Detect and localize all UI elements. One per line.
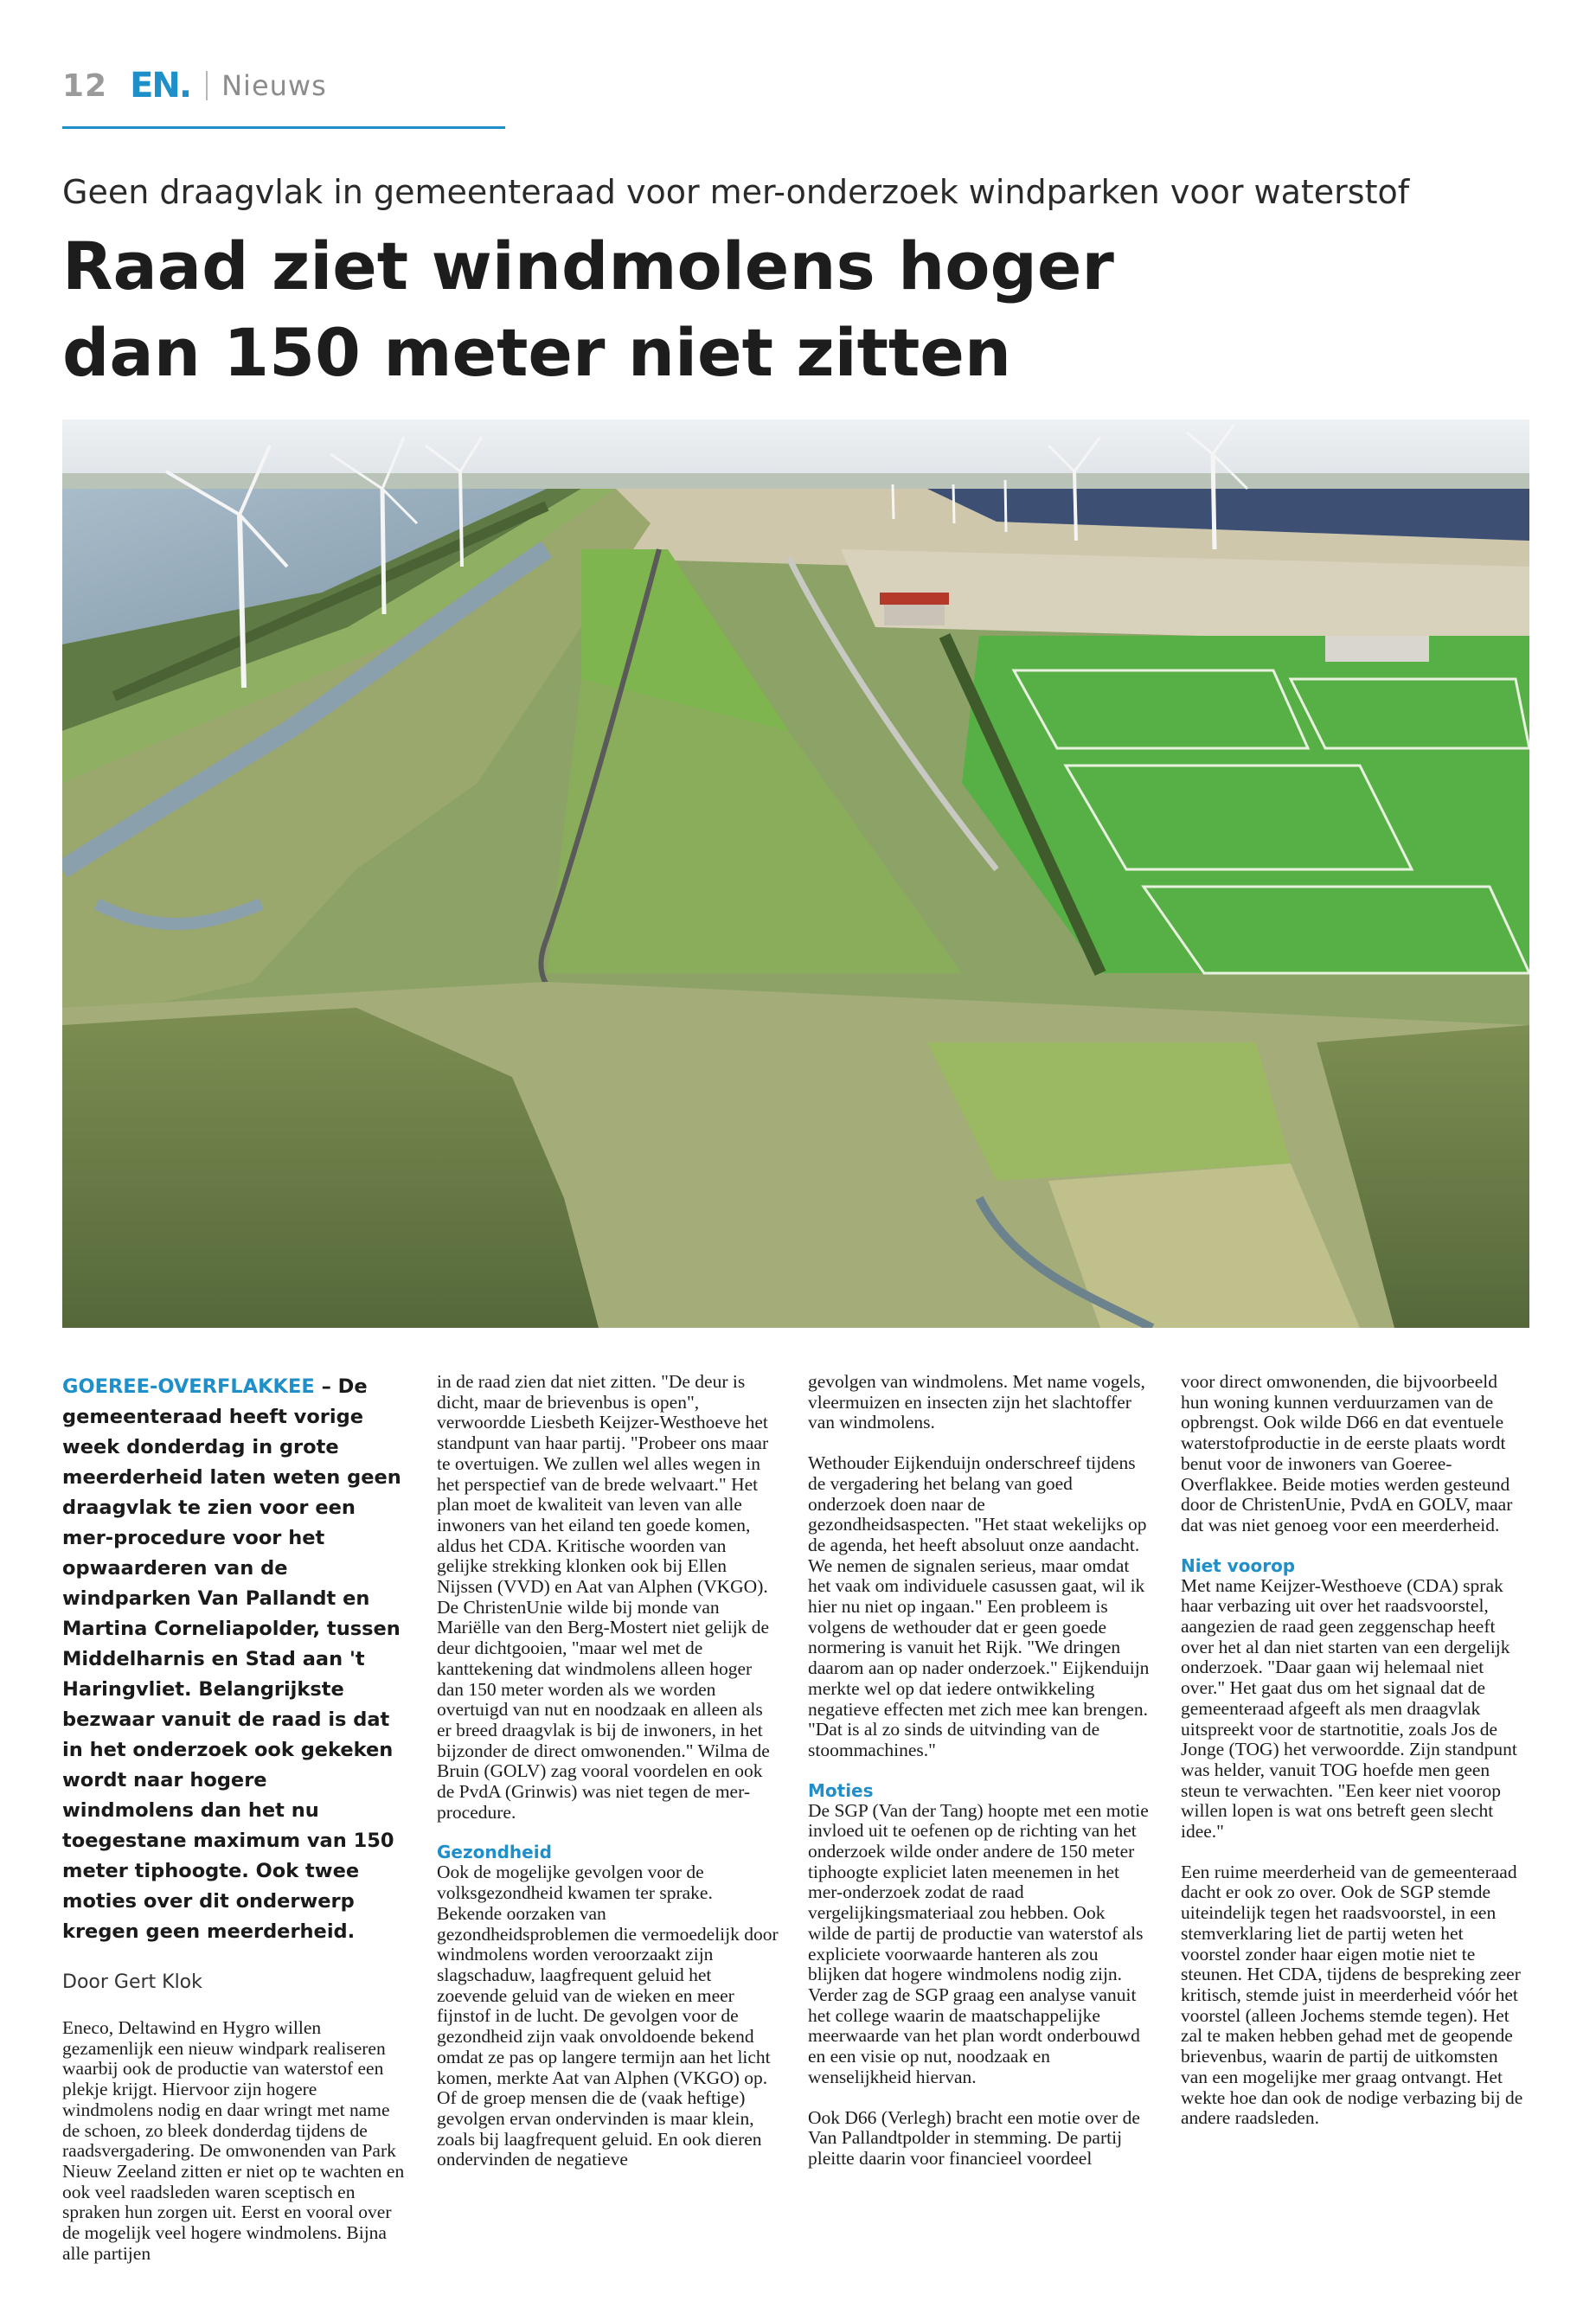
- body-paragraph: voor direct omwonenden, die bijvoorbeeld hun woning kunnen verduurzamen van de opbrengst. Ook wilde D66 en dat eventuele waterstofproductie in de eerste plaats wordt benut voor de inwoners van Goeree-Overflakkee. Beide moties werden gesteund door de ChristenUnie, PvdA en GOLV, maar dat was niet genoeg voor een meerderheid.: [1181, 1371, 1513, 1535]
- dateline: GOEREE-OVERFLAKKEE: [62, 1375, 315, 1398]
- section-label: Nieuws: [221, 69, 327, 102]
- body-paragraph: Eneco, Deltawind en Hygro willen gezamenlijk een nieuw windpark realiseren waarbij ook de productie van waterstof een plekje krijgt. Hiervoor zijn hogere windmolens nodig en daar wringt met name de schoen, zo bleek donderdag tijdens de raadsvergadering. De omwonenden van Park Nieuw Zeeland zitten er niet op te wachten en ook veel raadsleden waren sceptisch en spraken hun zorgen uit. Eerst en vooral over de mogelijk veel hogere windmolens. Bijna alle partijen: [62, 2017, 405, 2264]
- byline: Door Gert Klok: [62, 1971, 202, 1993]
- body-paragraph: Met name Keijzer-Westhoeve (CDA) sprak haar verbazing uit over het raadsvoorstel, aangezien de raad geen zeggenschap heeft over het al dan niet starten van een dergelijk onderzoek. "Daar gaan wij helemaal niet over." Het gaat dus om het signaal dat de gemeenteraad afgeeft als men draagvlak uitspreekt voor de startnotitie, zoals Jos de Jonge (TOG) het verwoordde. Zijn standpunt was helder, vanuit TOG hoefde men geen steun te verwachten. "Een keer niet voorop willen lopen is wat ons betreft geen slecht idee.": [1181, 1574, 1517, 1843]
- aerial-photo: [62, 420, 1529, 1328]
- subheading-niet-voorop: Niet voorop: [1181, 1554, 1296, 1576]
- body-paragraph: Wethouder Eijkenduijn onderschreef tijdens de vergadering het belang van goed onderzoek doen naar de gezondheidsaspecten. "Het staat wekelijks op de agenda, het heeft absoluut onze aandacht. We nemen de signalen serieus, maar omdat het vaak om individuele casussen gaat, wil ik hier nu niet op ingaan." Een probleem is volgens de wethouder dat er geen goede normering is vanuit het Rijk. "We dringen daarom aan op nader onderzoek." Eijkenduijn merkte wel op dat iedere ontwikkeling negatieve effecten met zich mee kan brengen. "Dat is al zo sinds de uitvinding van de stoommachines.": [808, 1452, 1150, 1760]
- article-column-3: [808, 1372, 1151, 2170]
- lead-text: – De gemeenteraad heeft vorige week donderdag in grote meerderheid laten weten geen draagvlak te zien voor een mer-procedure voor het opwaarderen van de windparken Van Pallandt en Martina Corneliapolder, tussen Middelharnis en Stad aan 't Haringvliet. Belangrijkste bezwaar vanuit de raad is dat in het onderzoek ook gekeken wordt naar hogere windmolens dan het nu toegestane maximum van 150 meter tiphoogte. Ook twee moties over dit onderwerp kregen geen meerderheid.: [62, 1375, 401, 1943]
- subheading-moties: Moties: [808, 1779, 874, 1801]
- body-paragraph: Ook D66 (Verlegh) bracht een motie over de Van Pallandtpolder in stemming. De partij pleitte daarin voor financieel voordeel: [808, 2106, 1140, 2169]
- headline-line-1: Raad ziet windmolens hoger: [62, 228, 1114, 304]
- newspaper-logo: EN.: [130, 66, 191, 106]
- body-paragraph: Ook de mogelijke gevolgen voor de volksgezondheid kwamen ter sprake. Bekende oorzaken van gezondheidsproblemen die vermoedelijk door windmolens worden veroorzaakt zijn slagschaduw, laagfrequent geluid het zoevende geluid van de wieken en meer fijnstof in de lucht. De gevolgen voor de gezondheid zijn vaak onvoldoende bekend omdat ze pas op langere termijn aan het licht komen, merkte Aat van Alphen (VKGO) op. Of de groep mensen die de (vaak heftige) gevolgen ervan ondervinden is maar klein, zoals bij laagfrequent geluid. En ook dieren ondervinden de negatieve: [437, 1862, 779, 2170]
- kicker: Geen draagvlak in gemeenteraad voor mer-onderzoek windparken voor waterstof: [62, 173, 1410, 211]
- page-header: [62, 64, 327, 107]
- page-number: 12: [62, 67, 108, 104]
- headline-line-2: dan 150 meter niet zitten: [62, 314, 1011, 391]
- body-paragraph: Een ruime meerderheid van de gemeenteraad dacht er ook zo over. Ook de SGP stemde uiteindelijk tegen het raadsvoorstel, in een stemverklaring liet de partij weten het voorstel zonder haar eigen motie niet te steunen. Het CDA, tijdens de bespreking zeer kritisch, stemde juist in meerderheid vóór het voorstel (alleen Jochems stemde tegen). Het zal te maken hebben gehad met de geopende brievenbus, waarin de partij de uitkomsten van een mogelijke mer graag ontvangt. Het wekte hoe dan ook de nodige verbazing bij de andere raadsleden.: [1181, 1861, 1523, 2129]
- article-column-4: [1181, 1372, 1523, 2129]
- subheading-gezondheid: Gezondheid: [437, 1842, 552, 1863]
- body-paragraph: De SGP (Van der Tang) hoopte met een motie invloed uit te oefenen op de richting van het onderzoek wilde onder andere de 150 meter tiphoogte expliciet laten meenemen in het mer-onderzoek zodat de raad vergelijkingsmateriaal zou hebben. Ook wilde de partij de productie van waterstof als expliciete voorwaarde hanteren als zou blijken dat hogere windmolens nodig zijn. Verder zag de SGP graag een analyse vanuit het college waarin de maatschappelijke meerwaarde van het plan wordt onderbouwd en een visie op nut, noodzaak en wenselijkheid hiervan.: [808, 1799, 1149, 2087]
- article-column-1: [62, 1372, 405, 2264]
- body-paragraph: in de raad zien dat niet zitten. "De deur is dicht, maar de brievenbus is open", verwoordde Liesbeth Keijzer-Westhoeve het standpunt van haar partij. "Probeer ons maar te overtuigen. We zullen wel alles wegen in het perspectief van de brede welvaart." Het plan moet de kwaliteit van leven van alle inwoners van het eiland ten goede komen, aldus het CDA. Kritische woorden van gelijke strekking klonken ook bij Ellen Nijssen (VVD) en Aat van Alphen (VKGO). De ChristenUnie wilde bij monde van Mariëlle van den Berg-Mostert niet gelijk de deur dichtgooien, "maar wel met de kanttekening dat windmolens alleen hoger dan 150 meter worden als we worden overtuigd van nut en noodzaak en alleen als er breed draagvlak is bij de inwoners, in het bijzonder de direct omwonenden." Wilma de Bruin (GOLV) zag vooral voordelen en ook de PvdA (Grinwis) was niet tegen de mer-procedure.: [437, 1371, 770, 1823]
- headline: [62, 223, 1446, 396]
- header-rule: [62, 126, 505, 129]
- lead-paragraph: [62, 1372, 405, 1947]
- header-divider: [206, 71, 208, 100]
- body-paragraph: gevolgen van windmolens. Met name vogels, vleermuizen en insecten zijn het slachtoffer van windmolens.: [808, 1371, 1145, 1433]
- article-column-2: [437, 1372, 779, 2170]
